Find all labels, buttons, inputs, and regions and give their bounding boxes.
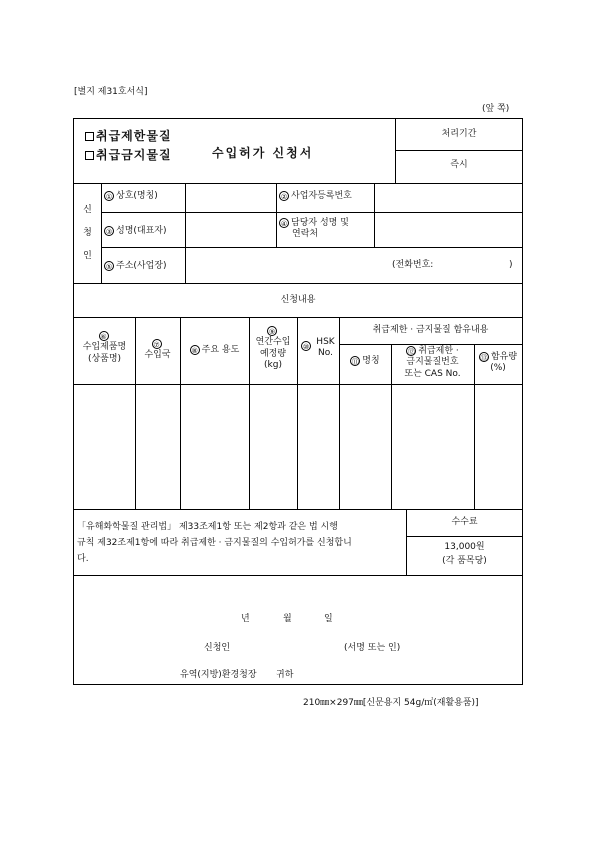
- company-name-label: ① 상호(명칭): [105, 191, 158, 201]
- processing-period-label: 처리기간: [441, 129, 477, 139]
- col-annual-import-volume: ⑨ 연간수입 예정량 (kg): [255, 328, 291, 370]
- application-statement: 「유해화학물질 관리법」 제33조제1항 또는 제2항과 같은 법 시행 규칙 제32조제1항에 따라 취급제한 · 금지물질의 수입허가를 신청합니 다.: [77, 522, 352, 564]
- col-substance-number: ⑫ 취급제한 · 금지물질번호 또는 CAS No.: [404, 346, 461, 379]
- fee-amount: 13,000원: [444, 542, 485, 552]
- date-year: 년: [241, 614, 250, 624]
- signature-field[interactable]: [249, 639, 349, 655]
- request-contents-heading: 신청내용: [280, 295, 316, 305]
- address-label: ⑤ 주소(사업장): [105, 261, 167, 271]
- signature-note: (서명 또는 인): [344, 643, 401, 653]
- application-form: [73, 118, 523, 685]
- form-title: 수입허가 신청서: [212, 146, 314, 160]
- fee-note: (각 품목당): [442, 556, 487, 566]
- address-field[interactable]: [186, 249, 386, 281]
- contact-person-label: ④ 담당자 성명 및 연락처: [280, 218, 349, 240]
- checkbox-icon: [85, 151, 94, 160]
- page-side-label: (앞 쪽): [482, 104, 510, 114]
- honorific: 귀하: [276, 670, 294, 680]
- applicant-signature-label: 신청인: [204, 643, 231, 653]
- date-month: 월: [283, 614, 292, 624]
- col-hsk-number: ⑩: [302, 343, 310, 351]
- col-main-use: ⑧ 주요 용도: [191, 345, 240, 355]
- title-option-prohibited: 취급금지물질: [85, 148, 172, 164]
- business-reg-number-label: ② 사업자등록번호: [280, 191, 352, 201]
- applicant-section-label: 신 청 인: [83, 205, 92, 261]
- addressee: 유역(지방)환경청장: [180, 670, 257, 680]
- col-group-substance-content: 취급제한 · 금지물질 함유내용: [372, 325, 489, 335]
- checkbox-icon: [85, 132, 94, 141]
- phone-close-paren: ): [509, 260, 513, 270]
- title-option-restricted: 취급제한물질: [85, 129, 172, 145]
- company-name-field[interactable]: [186, 185, 274, 211]
- paper-spec: 210㎜×297㎜[신문용지 54g/㎡(재활용품)]: [303, 698, 479, 708]
- fee-label: 수수료: [451, 517, 478, 527]
- phone-label: (전화번호:: [392, 260, 434, 270]
- col-import-country: ⑦ 수입국: [144, 341, 171, 361]
- request-entries-area[interactable]: [75, 386, 521, 508]
- form-number: [별지 제31호서식]: [74, 87, 148, 97]
- col-content-percent: ⑬ 함유량 (%): [480, 352, 518, 374]
- col-hsk-number-label: HSK No.: [316, 337, 335, 359]
- col-substance-name: ⑪ 명칭: [351, 356, 380, 366]
- col-product-name: ⑥ 수입제품명 (상품명): [82, 333, 127, 364]
- contact-person-field[interactable]: [376, 214, 520, 246]
- representative-field[interactable]: [186, 214, 274, 246]
- business-reg-number-field[interactable]: [376, 185, 520, 211]
- processing-period-value: 즉시: [450, 160, 468, 170]
- date-day: 일: [324, 614, 333, 624]
- representative-label: ③ 성명(대표자): [105, 226, 167, 236]
